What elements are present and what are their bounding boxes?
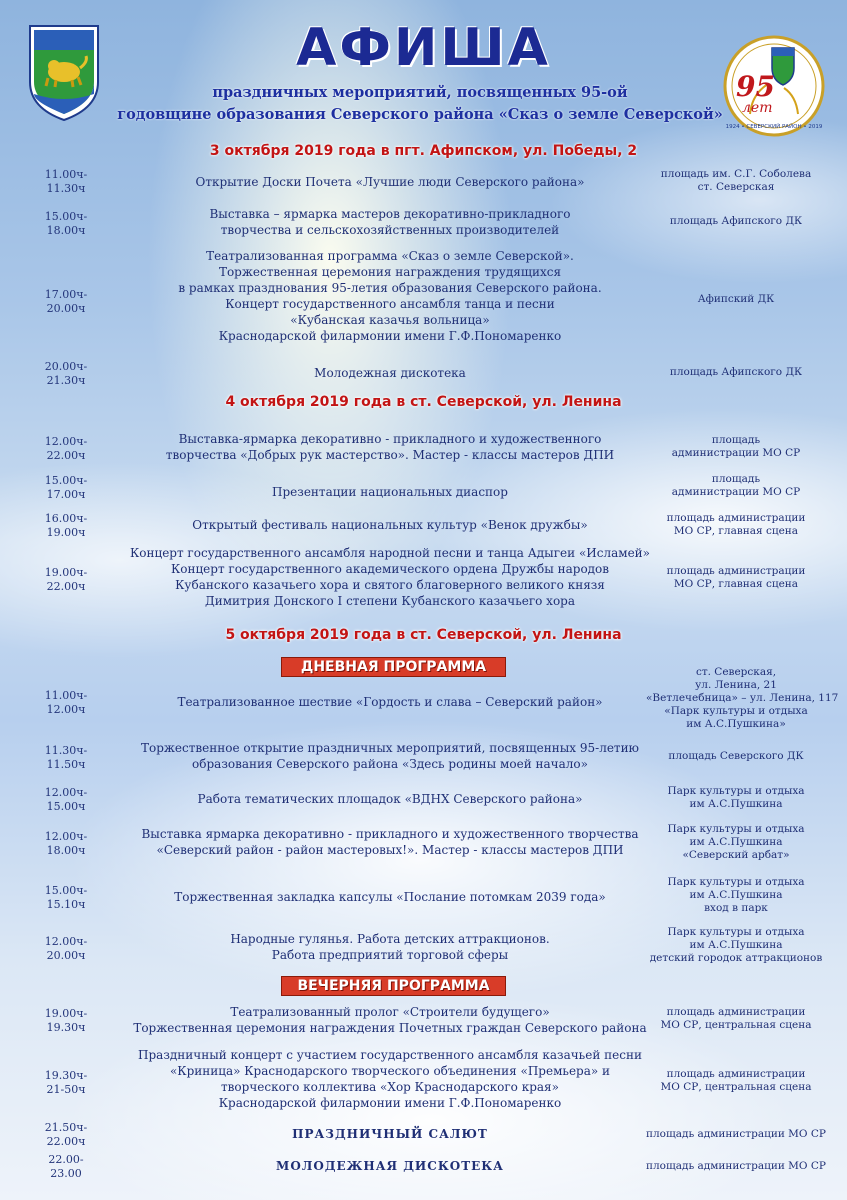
event-time: 11.00ч- 12.00ч [44, 689, 88, 716]
event-time: 20.00ч- 21.30ч [44, 360, 88, 387]
event-time: 15.00ч- 18.00ч [44, 210, 88, 237]
event-title: Праздничный концерт с участием государственного ансамбля казачьей песни «Криница» Краснодарского творческого объединения «Премьера» и творческого коллектива «Хор Краснодарского края» Краснодарской филармонии имени Г.Ф.Пономаренко [138, 1048, 642, 1110]
event-title: Презентации национальных диаспор [272, 485, 508, 499]
event-location: Парк культуры и отдыха им А.С.Пушкина [667, 785, 805, 810]
event-time: 15.00ч- 17.00ч [44, 474, 88, 501]
event-title: Концерт государственного ансамбля народной песни и танца Адыгеи «Исламей» Концерт государственного академического ордена Дружбы народов Кубанского казачьего хора и святого благоверного великого князя Димитрия Донского I степени Кубанского казачьего хора [129, 546, 651, 608]
event-time: 15.00ч- 15.10ч [44, 884, 88, 911]
event-location: Парк культуры и отдыха им А.С.Пушкина вход в парк [667, 876, 805, 914]
event-location: площадь им. С.Г. Соболева ст. Северская [660, 168, 812, 193]
event-title: Выставка – ярмарка мастеров декоративно-прикладного творчества и сельскохозяйственных производителей [209, 207, 571, 237]
event-time: 22.00- 23.00 [48, 1153, 84, 1180]
event-title: ПРАЗДНИЧНЫЙ САЛЮТ [292, 1127, 488, 1141]
event-location: площадь администрации МО СР [646, 1128, 826, 1140]
event-time: 12.00ч- 22.00ч [44, 435, 88, 462]
event-time: 12.00ч- 15.00ч [44, 786, 88, 813]
day1-heading: 3 октября 2019 года в пгт. Афипском, ул. Победы, 2 [209, 143, 638, 159]
event-title: Выставка ярмарка декоративно - прикладного и художественного творчества «Северский район - район мастеровых!». Мастер - классы мастеров ДПИ [141, 827, 639, 857]
event-title: Народные гулянья. Работа детских аттракционов. Работа предприятий торговой сферы [230, 932, 550, 962]
badge-word: лет [742, 100, 773, 116]
event-location: площадь администрации МО СР [671, 434, 801, 459]
event-time: 12.00ч- 18.00ч [44, 830, 88, 857]
event-time: 16.00ч- 19.00ч [44, 512, 88, 539]
event-time: 19.30ч- 21-50ч [44, 1069, 88, 1096]
event-location: площадь Афипского ДК [669, 215, 803, 227]
event-time: 19.00ч- 19.30ч [44, 1007, 88, 1034]
event-title: Театрализованный пролог «Строители будущего» Торжественная церемония награждения Почетных граждан Северского района [133, 1005, 647, 1035]
event-title: Театрализованное шествие «Гордость и слава – Северский район» [177, 695, 603, 709]
event-location: площадь администрации МО СР, главная сцена [666, 565, 806, 590]
event-title: Торжественная закладка капсулы «Послание потомкам 2039 года» [174, 890, 606, 904]
event-location: площадь администрации МО СР, главная сцена [666, 512, 806, 537]
event-location: площадь администрации МО СР [671, 473, 801, 498]
day3-heading: 5 октября 2019 года в ст. Северской, ул. Ленина [225, 627, 622, 643]
event-title: МОЛОДЕЖНАЯ ДИСКОТЕКА [276, 1159, 504, 1173]
day-program-banner: ДНЕВНАЯ ПРОГРАММА [281, 657, 506, 677]
evening-program-banner: ВЕЧЕРНЯЯ ПРОГРАММА [281, 976, 506, 996]
subtitle-line-2: годовщине образования Северского района «Сказ о земле Северской» [117, 106, 723, 123]
event-title: Театрализованная программа «Сказ о земле Северской». Торжественная церемония награждения трудящихся в рамках празднования 95-летия образования Северского района. Концерт государственного ансамбля танца и песни «Кубанская казачья вольница» Краснодарской филармонии имени Г.Ф.Пономаренко [178, 249, 602, 343]
event-location: Афипский ДК [697, 293, 775, 305]
event-title: Торжественное открытие праздничных мероприятий, посвященных 95-летию образования Северского района «Здесь родины моей начало» [140, 741, 640, 771]
event-location: площадь Афипского ДК [669, 366, 803, 378]
page-title: АФИША [296, 18, 551, 78]
event-location: площадь Северского ДК [668, 750, 804, 762]
event-title: Работа тематических площадок «ВДНХ Северского района» [197, 792, 583, 806]
event-title: Молодежная дискотека [314, 366, 466, 380]
event-location: площадь администрации МО СР, центральная сцена [660, 1006, 812, 1031]
event-location: ст. Северская, ул. Ленина, 21 «Ветлечебница» – ул. Ленина, 117 «Парк культуры и отдыха им А.С.Пушкина» [646, 666, 839, 730]
event-location: Парк культуры и отдыха им А.С.Пушкина детский городок аттракционов [649, 926, 823, 964]
event-time: 19.00ч- 22.00ч [44, 566, 88, 593]
event-time: 12.00ч- 20.00ч [44, 935, 88, 962]
event-title: Открытый фестиваль национальных культур «Венок дружбы» [192, 518, 588, 532]
event-title: Открытие Доски Почета «Лучшие люди Северского района» [195, 175, 585, 189]
event-location: площадь администрации МО СР, центральная сцена [660, 1068, 812, 1093]
day2-heading: 4 октября 2019 года в ст. Северской, ул. Ленина [225, 394, 622, 410]
subtitle-line-1: праздничных мероприятий, посвященных 95-ой [212, 84, 628, 101]
event-time: 17.00ч- 20.00ч [44, 288, 88, 315]
event-title: Выставка-ярмарка декоративно - прикладного и художественного творчества «Добрых рук мастерство». Мастер - классы мастеров ДПИ [165, 432, 615, 462]
event-time: 11.30ч- 11.50ч [44, 744, 88, 771]
event-location: площадь администрации МО СР [646, 1160, 826, 1172]
badge-number: 95 [736, 70, 775, 103]
event-time: 21.50ч- 22.00ч [44, 1121, 88, 1148]
event-location: Парк культуры и отдыха им А.С.Пушкина «Северский арбат» [667, 823, 805, 861]
badge-ring-text: 1924 • СЕВЕРСКИЙ РАЙОН • 2019 [725, 124, 823, 130]
event-time: 11.00ч- 11.30ч [44, 168, 88, 195]
